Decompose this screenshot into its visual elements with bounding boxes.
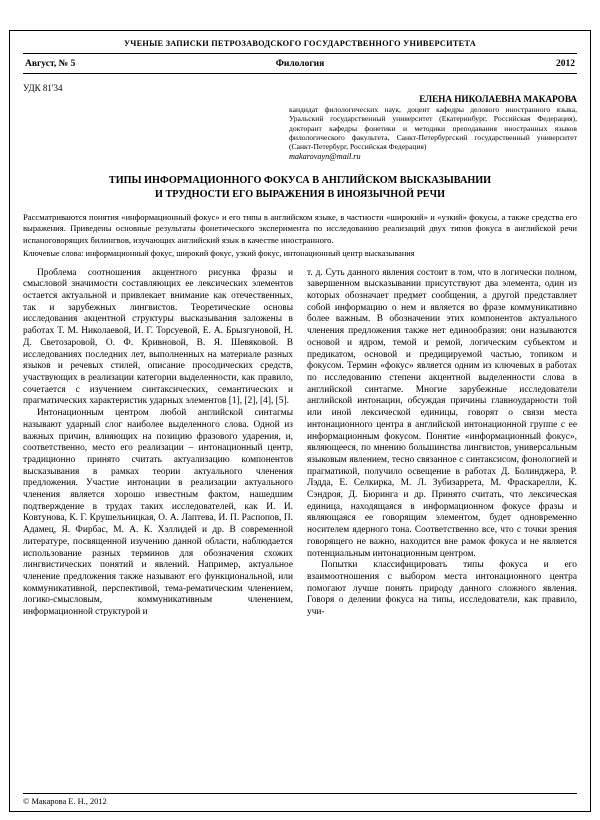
body-paragraph: Интонационным центром любой английской синтагмы называют ударный слог наиболее выделенного слова. Одной из важных причин, влияющих на позицию фразового ударения, и, соответственно, место его реализации – интонационный центр, традиционно принято считать актуализацию компонентов высказывания в рамках теории актуального членения предложения. Участие интонации в реализации актуального членения является хорошо известным фактом, нашедшим подтверждение в трудах таких исследователей, как И. И. Ковтунова, К. Г. Крушельницкая, О. А. Лаптева, И. П. Распопов, П. Адамец, Я. Фирбас, М. А. К. Хэллидей и др. В современной литературе, посвященной изучению данной области, наблюдается использование разных терминов для обозначения схожих лингвистических понятий и явлений. Например, актуальное членение предложения также называют его функциональной, или коммуникативной, перспективой, тема-рематическим членением, логико-смысловым, коммуникативным членением, информационной структурой и xyxy=(23,408,293,618)
section-name: Филология xyxy=(275,59,325,69)
right-column xyxy=(307,268,577,793)
issue-year: 2012 xyxy=(556,59,575,69)
journal-header: УЧЕНЫЕ ЗАПИСКИ ПЕТРОЗАВОДСКОГО ГОСУДАРСТВЕННОГО УНИВЕРСИТЕТА xyxy=(123,39,477,48)
left-column xyxy=(23,268,293,793)
issue-date: Август, № 5 xyxy=(25,59,76,69)
article-title-line2: И ТРУДНОСТИ ЕГО ВЫРАЖЕНИЯ В ИНОЯЗЫЧНОЙ РЕЧИ xyxy=(154,188,446,200)
abstract: Рассматриваются понятия «информационный фокус» и его типы в английском языке, в частности «широкий» и «узкий» фокусы, а также средства его выражения. Приведены основные результаты фонетического эксперимента по исследованию реализаций двух типов фокуса в английской речи испаноговорящих билингвов, изучающих английский язык в качестве иностранного. xyxy=(23,212,577,245)
author-affiliation: кандидат филологических наук, доцент кафедры делового иностранного языка, Уральский государственный университет (Екатеринбург, Российская Федерация), докторант кафедры фонетики и методики преподавания иностранных языков филологического факультета, Санкт-Петербургский государственный университет (Санкт-Петербург, Российская Федерация) xyxy=(289,105,577,151)
copyright-notice: © Макарова Е. Н., 2012 xyxy=(23,797,107,806)
author-email: makarovayn@mail.ru xyxy=(289,152,361,162)
body-paragraph: т. д. Суть данного явления состоит в том, что в логически полном, завершенном высказывании присутствуют два элемента, один из которых обозначает предмет сообщения, а другой представляет собой информацию о нем и является во фразе коммуникативно более важным. В обозначении этих компонентов актуального членения предложения также нет единообразия: они называются основой и ядром, темой и ремой, логическим субъектом и предикатом, основой и предицируемой частью, топиком и фокусом. Термин «фокус» является одним из ключевых в работах по исследованию степени акцентной выделенности слова в английской синтагме. Многие зарубежные исследователи английской интонации, обсуждая причины главноударности той или иной лексической единицы, говорят о связи места интонационного центра в английской интонационной группе с ее информационным фокусом. Понятие «информационный фокус», являющееся, по мнению большинства лингвистов, универсальным языковым явлением, тесно связанное с синтаксисом, фонологией и прагматикой, получило освещение в работах Д. Болинджера, Р. Лэдда, Е. Селкирка, М. Л. Зубизаррета, М. Фраскарелли, К. Сэндроя, Д. Бюринга и др. Принято считать, что лексическая единица, находящаяся в информационном фокусе фразы и являющаяся ее говорящим элементом, будет одновременно носителем ядерного тона. Соответственно все, что с точки зрения говорящего не важно, находится вне рамок фокуса и не является потенциальным интонационным центром. xyxy=(307,267,577,559)
page-frame xyxy=(9,30,591,812)
body-paragraph: Попытки классифицировать типы фокуса и его взаимоотношения с выбором места интонационного центра помогают лучше понять природу данного сложного явления. Говоря о делении фокуса на типы, исследователи, как правило, учи- xyxy=(307,560,577,618)
article-title-line1: ТИПЫ ИНФОРМАЦИОННОГО ФОКУСА В АНГЛИЙСКОМ ВЫСКАЗЫВАНИИ xyxy=(108,175,492,187)
author-name: ЕЛЕНА НИКОЛАЕВНА МАКАРОВА xyxy=(419,94,577,104)
divider xyxy=(23,73,577,74)
udk-code: УДК 81'34 xyxy=(23,83,63,93)
keywords: Ключевые слова: информационный фокус, широкий фокус, узкий фокус, интонационный центр высказывания xyxy=(23,248,415,258)
author-block xyxy=(289,94,577,161)
body-paragraph: Проблема соотношения акцентного рисунка фразы и смысловой значимости составляющих ее лексических элементов остается актуальной и привлекает внимание как отечественных, так и зарубежных лингвистов. Теоретические основы исследования акцентной структуры высказывания заложены в работах Т. М. Николаевой, И. Г. Торсуевой, Е. А. Брызгуновой, Н. Д. Светозаровой, О. Ф. Кривновой, В. Я. Шевяковой. В исследованиях последних лет, выполненных на материале разных языков и речевых стилей, описание просодических средств, участвующих в реализации категории выделенности, как правило, сочетается с изучением синтаксических, семантических и прагматических характеристик ударных элементов [1], [2], [4], [5]. xyxy=(23,267,293,407)
article-body xyxy=(23,268,577,793)
article-title xyxy=(23,174,577,201)
issue-line xyxy=(23,54,577,73)
page-footer xyxy=(23,793,577,811)
